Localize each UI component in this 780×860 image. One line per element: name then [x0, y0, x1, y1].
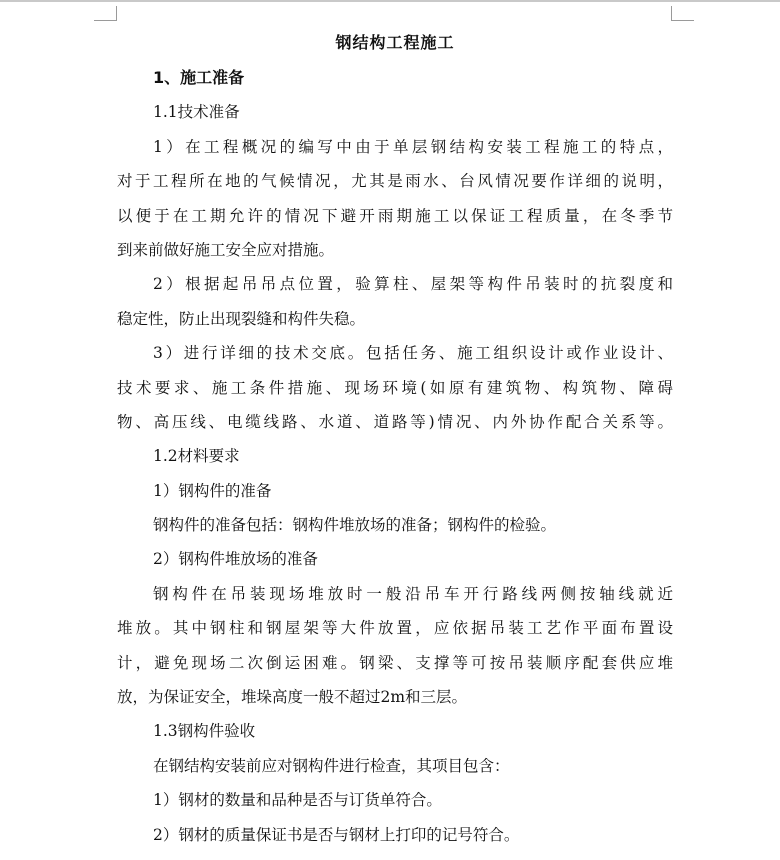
paragraph-line: 放，为保证安全，堆垛高度一般不超过2m和三层。	[117, 688, 468, 707]
list-item-heading: 2）钢构件堆放场的准备	[153, 550, 318, 569]
paragraph-line: 1）在工程概况的编写中由于单层钢结构安装工程施工的特点，	[153, 137, 673, 156]
document-title: 钢结构工程施工	[335, 33, 455, 52]
paragraph-line: 钢构件的准备包括：钢构件堆放场的准备；钢构件的检验。	[153, 516, 557, 535]
section-heading-preparation: 1、施工准备	[153, 68, 245, 87]
paragraph-line: 技术要求、施工条件措施、现场环境(如原有建筑物、构筑物、障碍	[117, 378, 673, 397]
paragraph-line: 物、高压线、电缆线路、水道、道路等)情况、内外协作配合关系等。	[117, 412, 673, 431]
page-top-border	[0, 0, 780, 2]
list-item: 1）钢材的数量和品种是否与订货单符合。	[153, 791, 442, 810]
paragraph-line: 在钢结构安装前应对钢构件进行检查，其项目包含：	[153, 756, 510, 775]
right-margin-corner-mark	[671, 6, 694, 21]
paragraph-line: 钢构件在吊装现场堆放时一般沿吊车开行路线两侧按轴线就近	[153, 584, 673, 603]
paragraph-line: 3）进行详细的技术交底。包括任务、施工组织设计或作业设计、	[153, 344, 673, 363]
subsection-heading-technical: 1.1技术准备	[153, 103, 240, 122]
subsection-heading-materials: 1.2材料要求	[153, 447, 240, 466]
list-item: 2）钢材的质量保证书是否与钢材上打印的记号符合。	[153, 825, 520, 844]
document-page	[117, 25, 673, 852]
paragraph-line: 对于工程所在地的气候情况，尤其是雨水、台风情况要作详细的说明，	[117, 172, 673, 191]
paragraph-line: 堆放。其中钢柱和钢屋架等大件放置，应依据吊装工艺作平面布置设	[117, 619, 673, 638]
subsection-heading-acceptance: 1.3钢构件验收	[153, 722, 256, 741]
paragraph-line: 到来前做好施工安全应对措施。	[117, 240, 335, 259]
paragraph-line: 计，避免现场二次倒运困难。钢梁、支撑等可按吊装顺序配套供应堆	[117, 653, 673, 672]
paragraph-line: 2）根据起吊吊点位置，验算柱、屋架等构件吊装时的抗裂度和	[153, 275, 673, 294]
left-margin-corner-mark	[94, 6, 117, 21]
paragraph-line: 稳定性，防止出现裂缝和构件失稳。	[117, 309, 366, 328]
paragraph-line: 以便于在工期允许的情况下避开雨期施工以保证工程质量，在冬季节	[117, 206, 673, 225]
list-item-heading: 1）钢构件的准备	[153, 481, 272, 500]
